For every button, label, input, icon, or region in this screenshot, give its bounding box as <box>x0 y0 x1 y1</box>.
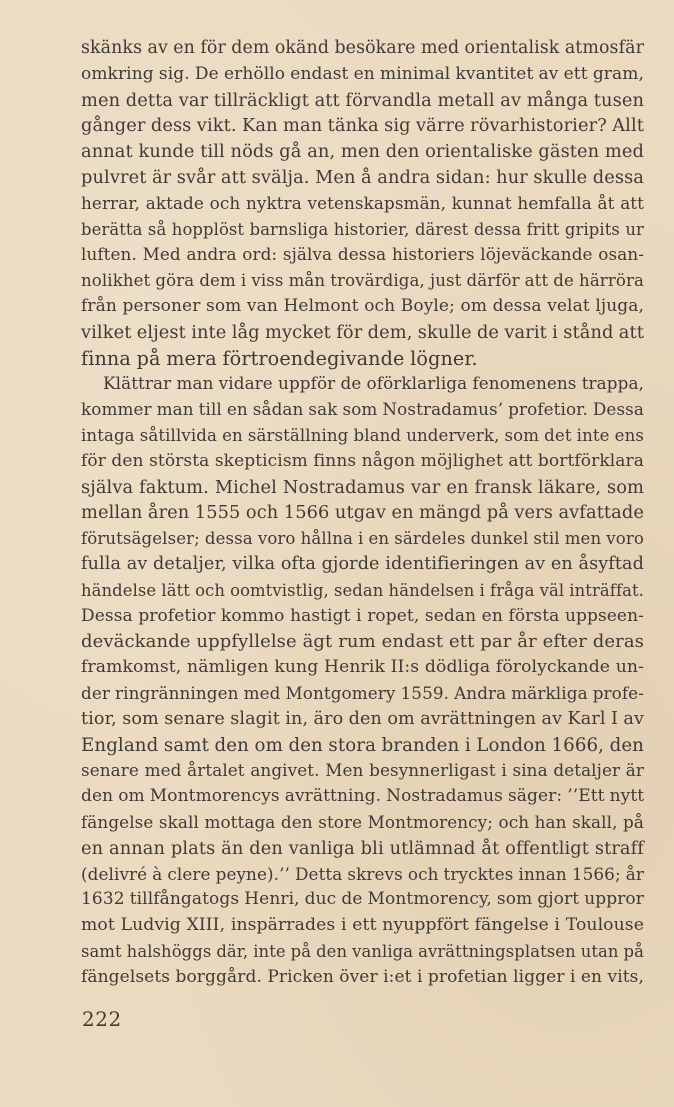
text-line: mellan åren 1555 och 1566 utgav en mängd på vers avfattade <box>81 502 644 524</box>
text-line: intaga såtillvida en särställning bland underverk, som det inte ens <box>81 425 644 445</box>
text-line: annat kunde till nöds gå an, men den orientaliske gästen med <box>81 141 644 163</box>
text-line: Dessa profetior kommo hastigt i ropet, sedan en första uppseen- <box>81 605 644 626</box>
text-line: herrar, aktade och nyktra vetenskapsmän, kunnat hemfalla åt att <box>81 192 644 213</box>
text-line: förutsägelser; dessa voro hållna i en särdeles dunkel stil men voro <box>81 529 644 549</box>
text-line: deväckande uppfyllelse ägt rum endast ett par år efter deras <box>81 631 644 653</box>
text-line: tior, som senare slagit in, äro den om avrättningen av Karl I av <box>81 708 644 729</box>
text-line: från personer som van Helmont och Boyle; om dessa velat ljuga, <box>81 295 644 316</box>
text-line: berätta så hopplöst barnsliga historier, därest dessa fritt gripits ur <box>81 219 644 239</box>
text-line: men detta var tillräckligt att förvandla metall av många tusen <box>81 89 644 111</box>
text-line: finna på mera förtroendegivande lögner. <box>81 346 478 370</box>
text-line: luften. Med andra ord: själva dessa historiers löjeväckande osan- <box>81 244 644 265</box>
text-line: England samt den om den stora branden i London 1666, den <box>81 734 644 756</box>
text-line: fulla av detaljer, vilka ofta gjorde identifieringen av en åsyftad <box>81 553 644 574</box>
text-line: händelse lätt och oomtvistlig, sedan händelsen i fråga väl inträffat. <box>81 580 644 600</box>
text-line: för den största skepticism finns någon möjlighet att bortförklara <box>81 450 644 471</box>
text-line: en annan plats än den vanliga bli utlämnad åt offentligt straff <box>81 837 644 859</box>
text-line: själva faktum. Michel Nostradamus var en fransk läkare, som <box>81 476 644 498</box>
text-line: (delivré à clere peyne).’’ Detta skrevs och trycktes innan 1566; år <box>81 863 644 884</box>
text-line: mot Ludvig XIII, inspärrades i ett nyuppfört fängelse i Toulouse <box>81 915 644 936</box>
paragraph-start-line: Klättrar man vidare uppför de oförklarliga fenomenens trappa, <box>103 373 644 394</box>
text-line: senare med årtalet angivet. Men besynnerligast i sina detaljer är <box>81 760 644 781</box>
text-line: omkring sig. De erhöllo endast en minimal kvantitet av ett gram, <box>81 63 644 84</box>
text-line: pulvret är svår att svälja. Men å andra sidan: hur skulle dessa <box>81 166 644 188</box>
body-text <box>81 36 644 990</box>
text-line: fängelse skall mottaga den store Montmorency; och han skall, på <box>81 811 644 832</box>
text-line: fängelsets borggård. Pricken över i:et i profetian ligger i en vits, <box>81 966 644 987</box>
text-line: samt halshöggs där, inte på den vanliga avrättningsplatsen utan på <box>81 941 644 961</box>
text-line: skänks av en för dem okänd besökare med orientalisk atmosfär <box>81 38 644 58</box>
text-line: 1632 tillfångatogs Henri, duc de Montmorency, som gjort uppror <box>81 889 644 910</box>
text-line: nolikhet göra dem i viss mån trovärdiga, just därför att de härröra <box>81 271 644 291</box>
text-line: den om Montmorencys avrättning. Nostradamus säger: ’’Ett nytt <box>81 786 645 807</box>
text-line: gånger dess vikt. Kan man tänka sig värre rövarhistorier? Allt <box>81 115 644 137</box>
text-line: kommer man till en sådan sak som Nostradamus’ profetior. Dessa <box>81 399 644 420</box>
text-line: framkomst, nämligen kung Henrik II:s dödliga förolyckande un- <box>81 657 644 678</box>
text-line: der ringränningen med Montgomery 1559. Andra märkliga profe- <box>81 682 644 703</box>
page-number: 222 <box>82 1007 122 1031</box>
text-line: vilket eljest inte låg mycket för dem, skulle de varit i stånd att <box>81 321 644 343</box>
